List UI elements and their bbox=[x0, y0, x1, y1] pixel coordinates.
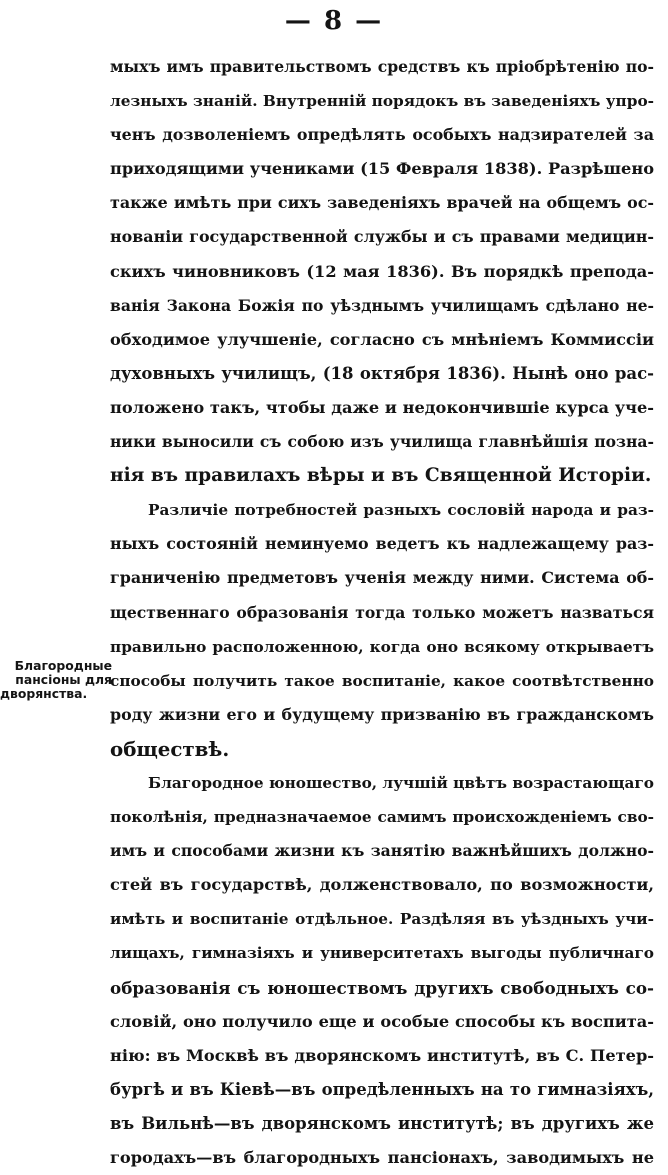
margin-note bbox=[0, 659, 112, 701]
text-line: роду жизни его и будущему призванію въ гражданскомъ bbox=[110, 704, 654, 724]
text-line: лезныхъ знаній. Внутренній порядокъ въ заведеніяхъ упро- bbox=[110, 92, 654, 111]
margin-note-line: пансіоны для bbox=[15, 673, 112, 687]
text-line: нію: въ Москвѣ въ дворянскомъ институтѣ, въ С. Петер- bbox=[110, 1045, 654, 1065]
text-line: городахъ—въ благородныхъ пансіонахъ, заводимыхъ не bbox=[110, 1148, 654, 1167]
text-line: словій, оно получило еще и особые способы къ воспита- bbox=[110, 1011, 654, 1031]
text-line: стей въ государствѣ, долженствовало, по возможности, bbox=[110, 875, 654, 895]
text-line: обществѣ. bbox=[110, 736, 230, 761]
text-line: имѣть и воспитаніе отдѣльное. Раздѣляя въ уѣздныхъ учи- bbox=[110, 910, 654, 929]
text-line: имъ и способами жизни къ занятію важнѣйшихъ должно- bbox=[110, 841, 654, 861]
text-line: бургѣ и въ Кіевѣ—въ опредѣленныхъ на то гимназіяхъ, bbox=[110, 1079, 654, 1099]
text-line: обходимое улучшеніе, согласно съ мнѣніемъ Коммиссіи bbox=[110, 329, 654, 349]
page-number: — 8 — bbox=[284, 6, 384, 36]
body-text bbox=[110, 50, 654, 1175]
text-line: способы получить такое воспитаніе, какое соотвѣтственно bbox=[110, 671, 654, 690]
text-line: приходящими учениками (15 Февраля 1838). Разрѣшено bbox=[110, 159, 654, 179]
text-line: мыхъ имъ правительствомъ средствъ къ пріобрѣтенію по- bbox=[110, 57, 654, 76]
text-line: граниченію предметовъ ученія между ними. Система об- bbox=[110, 568, 654, 588]
text-line: ченъ дозволеніемъ опредѣлять особыхъ надзирателей за bbox=[110, 125, 654, 145]
text-line: ныхъ состояній неминуемо ведетъ къ надлежащему раз- bbox=[110, 534, 654, 554]
text-line: положено такъ, чтобы даже и недокончившіе курса уче- bbox=[110, 397, 654, 417]
text-line: духовныхъ училищъ, (18 октября 1836). Нынѣ оно рас- bbox=[110, 363, 654, 383]
text-line: ники выносили съ собою изъ училища главнѣйшія позна- bbox=[110, 432, 654, 452]
text-line: правильно расположенною, когда оно всякому открываетъ bbox=[110, 637, 654, 656]
text-line: поколѣнія, предназначаемое самимъ происхожденіемъ сво- bbox=[110, 808, 654, 827]
text-line: нія въ правилахъ вѣры и въ Священной Исторіи. bbox=[110, 465, 652, 487]
paragraph-first-line: Благородное юношество, лучшій цвѣтъ возрастающаго bbox=[148, 773, 654, 792]
text-line: щественнаго образованія тогда только можетъ назваться bbox=[110, 602, 654, 622]
text-line: скихъ чиновниковъ (12 мая 1836). Въ порядкѣ препода- bbox=[110, 261, 654, 281]
margin-note-line: Благородные bbox=[14, 659, 112, 673]
text-line: нованіи государственной службы и съ правами медицин- bbox=[110, 227, 654, 247]
text-line: въ Вильнѣ—въ дворянскомъ институтѣ; въ другихъ же bbox=[110, 1113, 654, 1133]
text-line: ванія Закона Божія по уѣзднымъ училищамъ сдѣлано не- bbox=[110, 295, 654, 315]
text-line: лищахъ, гимназіяхъ и университетахъ выгоды публичнаго bbox=[110, 944, 654, 963]
text-line: образованія съ юношествомъ другихъ свободныхъ со- bbox=[110, 977, 654, 998]
paragraph-first-line: Различіе потребностей разныхъ сословій народа и раз- bbox=[148, 501, 654, 520]
text-line: также имѣть при сихъ заведеніяхъ врачей на общемъ ос- bbox=[110, 193, 654, 213]
margin-note-line: дворянства. bbox=[0, 687, 88, 701]
